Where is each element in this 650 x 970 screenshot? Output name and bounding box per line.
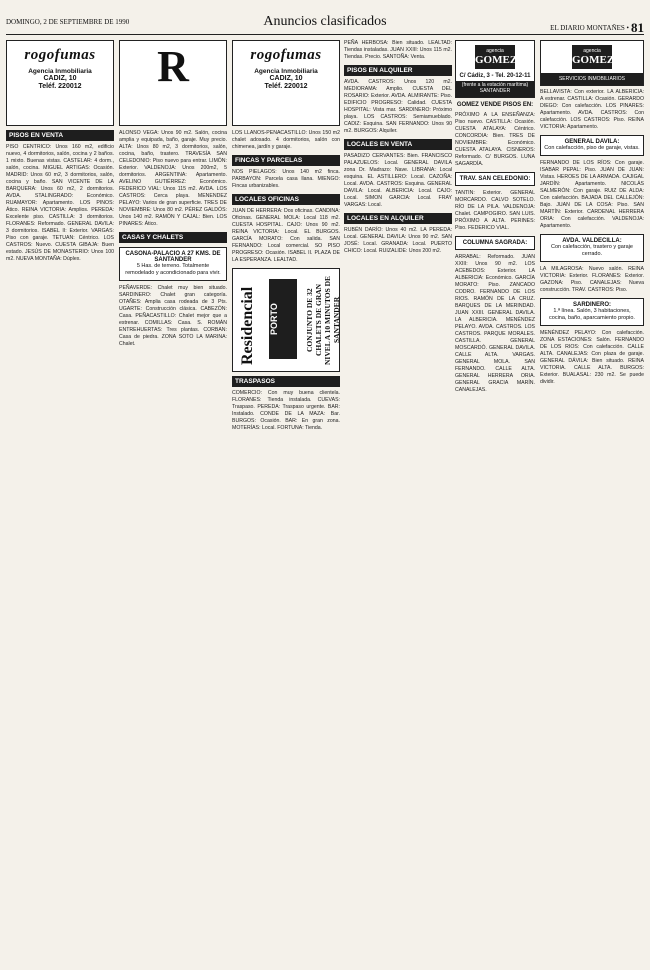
listings-text: ALONSO VEGA: Unos 90 m2. Salón, cocina amplia y equipada, baño, garaje. Muy precio. ALTA: Unos 80 m2, 3 dormitorios, salón, cocina, baño, trastero. TRAVESÍA SAN CELEDONIO: Piso nuevo para entrar. LIMÓN: Exterior. VALDENOJA: Unos 200m2, 5 dormitorios. ARGENTINA: Apartamento. AVELINO GUTIÉRREZ: Económico. FEDERICO VIAL: Unos 115 m2. AVDA. LOS CASTROS: Cerca playa. MENENDEZ PELAYO: Varios de gran superficie. TRES DE NOVIEMBRE: Unos 80 m2. PÉREZ GALDÓS: Unos 140 m2. RAMÓN Y CAJAL: Bien. LOS PINARES: Ático. [119,130,227,227]
section-locales-venta: LOCALES EN VENTA [344,139,452,150]
listings-text: LOS LLANOS-PENACASTILLO: Unos 150 m2 chalet adosado. 4 dormitorios, salón con chimenea, jardín y garaje. [232,130,340,150]
general-davila-box: GENERAL DAVILA: Con calefacción, piso de garaje, vistas. [540,135,644,156]
listings-text: ARRABAL: Reformado. JUAN XXIII: Unos 90 m2. LOS ACEBEDOS: Exterior. LA ALBERICIA: Económico. GARCÍA MORATO: Piso. ZANCADO CODRO. FERNANDO DE LOS RIOS. RAMÓN DE LA CRUZ. BARQUES DE LA MERINDAD. JUAN XXIII. GENERAL DAVILA. LA ALBERICIA. MENÉNDEZ PELAYO. AVDA. CASTROS. LOS CASTROS. PARQUE MORALES. CASTILLA. GENERAL MOSCARDÓ. GENERAL DAVILA. CALLE ALTA. VARGAS. GENERAL MOLA. SAN FERNANDO. CALLE ALTA. GENERAL HERRERA ORIA. GENERAL GRACIA MARÍN. CANALEJAS. [455,254,535,393]
listings-text: PASADIZO CERVANTES: Bien. FRANCISCO PALAZUELOS: Local. GENERAL DAVILA zona Dr. Madrazo: Nave. LIBRANA: Local esquina. EL ASTILLERO: Local. CAZOÑA: Local. AVDA. CASTROS: Esquina. GENERAL DAVILA: Local. ALBERICIA: Local. CAJO: Local. SIMON GARCIA: Local. FRAY VARGAS: Local. [344,153,452,208]
listings-text: TANTIN: Exterior. GENERAL MORCARDO. CALVO SOTELO. RÍO DE LA PILA. VALDENOJA: Chalet. CAMPOGIRO. SAN LUIS. PRÓXIMO A ALTA. PERINES: Piso. FEDERICO VIAL. [455,190,535,231]
listings-text: MENÉNDEZ PELAYO: Con calefacción. ZONA ESTACIONES: Salón. FERNANDO DE LOS RIOS: Con calefacción. CALLE ALTA. CANALEJAS: Con plaza de garaje. GENERAL DÁVILA: Bien situado. REINA VICTORIA. CALLE ALTA. BURGOS: Exterior. BUALASAL: 230 m2. Se puede dividir. [540,330,644,385]
agency-name: Agencia Inmobiliaria [28,68,92,75]
header-paper: EL DIARIO MONTAÑES • 81 [550,20,644,35]
gomez-logo: agencia GOMEZ [572,45,612,69]
column-3 [232,40,340,965]
listings-text: JUAN DE HERRERA: Dos oficinas. CANDINA: Oficinas. GENERAL MOLA: Local 118 m2. CUESTA HOSPITAL. CAJO: Unos 90 m2. REINA VICTORIA: Local. EL BURGOS. GARCÍA MORATO: Con salida. SAN FERNANDO: Local comercial. SO PISO PROGRESO: Ocasión. ISABEL II. PLAZA DE LA ESPERANZA. LEALTAD. [232,208,340,263]
casona-text: 5 Has. de terreno. Totalmente remodelado y acondicionado para vivir. [125,263,221,276]
agency-name: Agencia Inmobiliaria [254,68,318,75]
agency-phone: Teléf. 220012 [264,83,308,90]
gomez-address: C/ Cádiz, 3 - Tel. 20-12-11 [459,73,531,79]
listings-text: LA MILAGROSA: Nuevo salón. REINA VICTORIA: Exterior. FLORANES: Exterior. GAZONA: Piso. CANALEJAS: Nueva construcción. TRAV. CASTROS: Piso. [540,266,644,293]
column-1 [6,40,114,965]
r-logo-ad [119,40,227,126]
section-pisos-alquiler: PISOS EN ALQUILER [344,65,452,76]
residencial-brand: PORTO [269,279,297,359]
casona-box [119,247,227,281]
sardinero-box: SARDINERO: 1.ª línea. Salón, 3 habitaciones, cocina, baño, aparcamiento propio. [540,298,644,326]
section-pisos-venta: PISOS EN VENTA [6,130,114,141]
listings-text: PEÑA HERBOSA: Bien situado. LEALTAD: Tiendas instaladas. JUAN XXIII: Unos 115 m2. Tiendas. Precio. SANTOÑA: Venta. [344,40,452,60]
trav-box: TRAV. SAN CELEDONIO: [455,172,535,186]
residencial-message: CONJUNTO DE 32 CHALETS DE GRAN NIVEL A 10 MINUTOS DE SANTANDER [305,275,341,365]
agency-logo: rogofumas [24,47,96,63]
agency-logo: rogofumas [250,47,322,63]
rogofumas-ad-top-1 [6,40,114,126]
listings-text: AVDA. CASTROS: Unos 120 m2. MEDIORAMA: Amplio. CUESTA DEL ROSARIO: Exterior. AVDA. ALMIRANTE: Piso. EDIFICIO PROGRESO: Calidad. CUESTA HOSPITAL: Vista mar. SARDINERO: Próximo playa. LOS CASTROS: Semiamueblado. CADIZ: Esquina. SAN FERNANDO: Unos 90 m2. BURGOS: Alquiler. [344,79,452,134]
column-2 [119,40,227,965]
listings-text: PRÓXIMO A LA ENSEÑANZA: Piso nuevo. CASTILLA: Ocasión. CUESTA ATALAYA: Céntrico. CONCORDIA: Bien. TRES DE NOVIEMBRE: Económico. CUESTA ATALAYA. CISNEROS: Reformado. C/ BURGOS. LUNA SAGARDÍA. [455,112,535,167]
casona-title: CASONA-PALACIO A 27 KMS. DE SANTANDER [125,251,221,263]
rogofumas-ad-top-2 [232,40,340,126]
column-4 [344,40,452,965]
agency-address: CADIZ, 10 [43,75,77,82]
valdecilla-box: AVDA. VALDECILLA: Con calefacción, trastero y garaje cerrado. [540,234,644,262]
listings-text: COMERCIO: Con muy buena clientela. FLORANES: Tienda instalada. CUEVAS: Traspaso. PEREDA: Traspaso urgente. BAR: Instalado. CONDE DE LA MAZA: Bar. BURGOS: Ocasión. BAR: En gran zona. MOTERÍAS: Local. FORTUNA: Tienda. [232,390,340,431]
page-number: 81 [631,20,644,35]
listings-text: RUBÉN DARÍO: Unos 40 m2. LA PEREDA: Local. GENERAL DAVILA: Unos 90 m2. SAN JOSÉ: Local. GRANADA: Local. PUERTO CHICO: Local. RUIZALIDE: Unos 200 m2. [344,227,452,254]
agency-address: CADIZ, 10 [269,75,303,82]
section-locales-oficinas: LOCALES OFICINAS [232,194,340,205]
section-fincas: FINCAS Y PARCELAS [232,155,340,166]
listings-text: NOS PIELAGOS: Unos 140 m2 finca. PARBAYON: Parcela casa llana. MIENGO: Fincas urbanizables. [232,169,340,189]
section-casas-chalets: CASAS Y CHALETS [119,232,227,243]
gomez-logo: agencia GOMEZ [475,45,515,69]
column-5 [455,40,535,965]
gomez-heading: GOMEZ VENDE PISOS EN: [456,102,534,108]
column-6 [540,40,644,965]
listings-text: PISO CENTRICO: Unos 160 m2, edificio nuevo, 4 dormitorios, salón, cocina y 2 baños. 1 mixto. Buenas vistas. CASTELAR: 4 dorm., salón, cocina. MIGUEL ARTIGAS: Ocasión. MADRID: Unos 60 m2, 3 dormitorios, salón, cocina y baño. SAN VICENTE DE LA BARQUERA: Unos 60 m2, 2 dormitorios. AVDA. STALINGRADO: Económico. RUAMAYOR: Apartamento. LOS PINOS: Ático. REINA VICTORIA: Amplios. PEREDA: Excelente piso. CASTILLA: 3 dormitorios. FLORANES: Reformado. GENERAL DAVILA: 3 dormitorios. ISABEL II: Exterior. VARGAS: Piso con garaje. TETUAN: Céntrico. LOS CASTROS: Nuevo. CUESTA GIBAJA: Buen estado. JESÚS DE MONASTERIO: Unos 100 m2. NUEVA MONTAÑA: Dúplex. [6,144,114,262]
page-header [6,14,644,35]
gomez-band: (frente a la estación marítima) SANTANDER [456,81,534,97]
services-band: SERVICIOS INMOBILIARIOS [541,73,643,85]
columna-box: COLUMNA SAGRADA: [455,236,535,250]
gomez-services-ad [540,40,644,86]
section-traspasos: TRASPASOS [232,376,340,387]
agency-phone: Teléf. 220012 [38,83,82,90]
header-title: Anuncios clasificados [263,14,387,29]
header-date: DOMINGO, 2 DE SEPTIEMBRE DE 1990 [6,18,130,26]
residencial-ad [232,268,340,372]
residencial-label: Residencial [239,286,256,365]
section-locales-alquiler: LOCALES EN ALQUILER [344,213,452,224]
listings-text: BELLAVISTA: Con exterior. LA ALBERICIA: A estrenar. CASTILLA: Ocasión. GERARDO DIEGO: Con calefacción. LOS PINARES: Apartamento. AVDA. CASTROS: Con calefacción. LOS CASTROS: Piso. REINA VICTORIA: Apartamento. [540,89,644,130]
gomez-ad [455,40,535,98]
r-logo-mark: R [157,42,189,91]
listings-text: FERNANDO DE LOS RÍOS: Con garaje. ISABAR PEPAL: Piso. JUAN DE JUAN: Vistas. HEROES DE LA ARMADA. CAJIGAL JARDÍN: Apartamento. NICOLÁS SALMERÓN: Con garaje. RUIZ DE ALDA: Con calefacción. BAJADA DEL CALLEJÓN: Bajo. JUAN DE LA COSA: Piso. SAN MARTÍN: Exterior. CARDENAL HERRERA ORIA: Con calefacción. VALDENOJA: Apartamento. [540,160,644,229]
listings-text: PEÑAVERDE: Chalet muy bien situado. SARDINERO: Chalet gran categoría. OTAÑES: Amplia casa rodeada de 3 Pts. UGARTE: Construcción clásica. CABEZÓN: Casa. PEÑACASTILLO: Chalet mejor que a estrenar. COMILLAS: Casa. S. ROMÁN ENTREHUERTAS: Tres plantas. CORBAN: Casa de piedra. ZONA SOTO LA MARINA: Chalet. [119,285,227,347]
